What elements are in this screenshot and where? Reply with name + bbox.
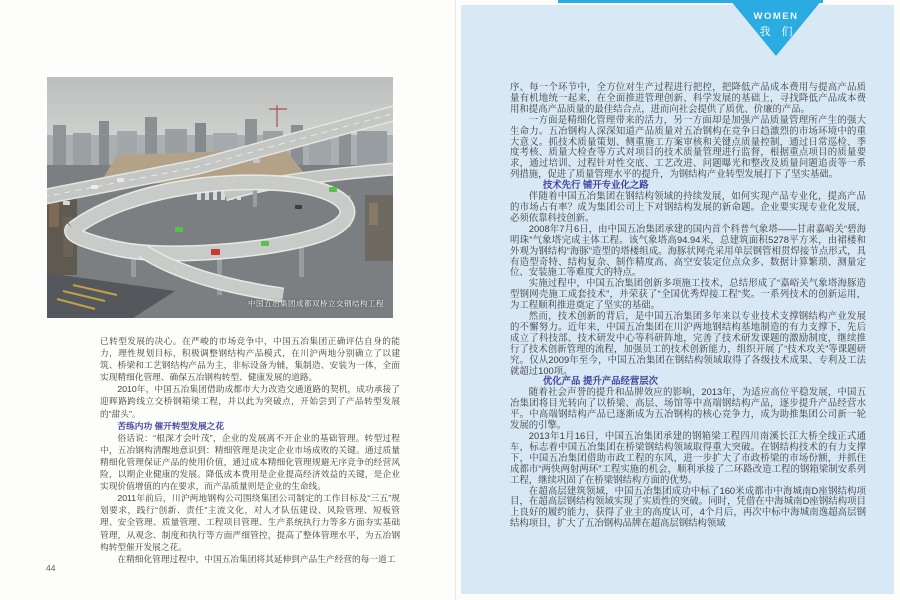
right-body-text xyxy=(510,82,866,529)
body-paragraph-5: 在精细化管理过程中，中国五冶集团将其延伸到产品生产经营的每一道工 xyxy=(117,553,396,564)
interchange-photo xyxy=(47,77,393,318)
bookmark-label-zh: 我 们 xyxy=(759,26,797,38)
body-paragraph-1: 2010年，中国五冶集团借助成都市大力改造交通道路的契机，成功承接了迎晖路跨线立交桥钢箱梁工程，并以此为突破点，开始尝到了产品转型发展的“甜头”。 xyxy=(100,384,400,419)
body-paragraph-8: 随着社会声誉的提升和品牌效应的影响，2013年，为适应高位平稳发展，中国五冶集团将目光转向了以桥梁、高层、场馆等中高端钢结构产品，逐步提升产品经营水平。中高端钢结构产品已逐渐成为五冶钢构的核心竞争力，成为助推集团公司新一轮发展的引擎。 xyxy=(510,386,866,431)
body-paragraph-4: 2008年7月6日，由中国五冶集团承建的国内首个科普气象塔——甘肃嘉峪关“碧海明珠”气象塔完成主体工程。该气象塔高94.94米，总建筑面积5278平方米，由裙楼和外观为钢结构“海豚”造型的塔楼组成。海豚状网壳采用单层钢管相贯焊接节点形式，具有造型奇特、结构复杂、制作精度高、高空安装定位点众多、数据计算繁琐、测量定位、安装施工等难度大的特点。 xyxy=(510,222,866,278)
body-paragraph-0: 已转型发展的决心。在严峻的市场竞争中，中国五冶集团正确评估自身的能力，理性规划目标，积极调整钢结构产品模式，在川沪两地分别确立了以建筑、桥梁和工艺钢结构产品为主，非标设备为辅，集制造、安装为一体，全面实现精细化管理、确保五冶钢构转型、健康发展的道路。 xyxy=(100,336,400,383)
interchange-photo-art xyxy=(47,77,393,318)
body-paragraph-9: 2013年1月16日，中国五冶集团承建的钢箱梁工程四川南溪长江大桥全线正式通车，标志着中国五冶集团在桥梁钢结构领域取得重大突破。在钢结构技术的有力支撑下，中国五冶集团借助市政工程的东风，进一步扩大了市政桥梁的市场份额，并抓住成都市“两快两射两环”工程实施的机会，顺利承接了二环路改造工程的钢箱梁制安系列工程，继续巩固了在桥梁钢结构方面的优势。 xyxy=(510,430,866,485)
body-paragraph-3: 俗话说：“根深才会叶茂”，企业的发展离不开企业的基础管理。转型过程中，五冶钢构清醒地意识到：精细管理是决定企业市场成败的关键。通过质量精细化管理保证产品的使用价值，通过成本精细化管理规避无序竞争的经营风险，以期企业健康的发展。降低成本费用是企业提高经济效益的关键，是企业实现价值增值的内在要求，而产品质量则是企业的生命线。 xyxy=(100,432,400,492)
corner-bookmark-labels xyxy=(730,0,822,39)
body-paragraph-3: 伴随着中国五冶集团在钢结构领域的持续发展，如何实现产品专业化，提高产品的市场占有率？成为集团公司上下对钢结构发展的新命题。企业要实现专业化发展，必须依靠科技创新。 xyxy=(510,190,866,223)
body-paragraph-6: 然而，技术创新的背后，是中国五冶集团多年来以专业技术支撑钢结构产业发展的不懈努力。近年来，中国五冶集团在川沪两地钢结构基地制造的有力支撑下，先后成立了科技部、技术研发中心等科研阵地，完善了技术研发课题的激励制度，继续推行了技术创新管理的流程，加强员工的技术创新能力，组织开展了“技术攻关”等课题研究。仅从2009年至今，中国五冶集团在钢结构领域取得了各级技术成果、专利及工法就超过100项。 xyxy=(510,310,866,376)
body-paragraph-1: 一方面是精细化管理带来的活力，另一方面却是加强产品质量管理所产生的强大生命力。五冶钢构人深深知道产品质量对五冶钢构在竞争日趋激烈的市场环境中的重大意义。抓技术质量策划、侧重施工方案审核和关键点质量控制，通过日常巡检、季度考核、质量大检查等方式对项目的技术质量管理进行监督，根据重点项目的质量要求，通过培训、过程针对性交底、工艺改进、问题曝光和整改及质量问题追责等一系列措施，促进了质量管理水平的提升，为钢结构产业转型发展打下了坚实基础。 xyxy=(510,113,866,180)
section-heading-7: 优化产品 提升产品经营层次 xyxy=(542,375,658,387)
body-paragraph-5: 实施过程中，中国五冶集团创新多项施工技术，总结形成了“嘉峪关气象塔海豚造型钢网壳施工成套技术”，并荣获了“全国优秀焊接工程”奖。一系列技术的创新运用，为工程顺利推进奠定了坚实的基础。 xyxy=(510,277,866,311)
section-heading-2: 苦练内功 催开转型发展之花 xyxy=(117,420,225,431)
photo-caption: 中国五冶集团成都双桥立交钢结构工程 xyxy=(248,299,384,308)
body-paragraph-0: 序、每一个环节中，全方位对生产过程进行把控，把降低产品成本费用与提高产品质量有机地统一起来，在全面推进管理创新、科学发展的基础上，寻找降低产品成本费用和提高产品质量的最佳结合点，进而向社会提供了质优、价廉的产品。 xyxy=(510,81,866,114)
bookmark-label-en: WOMEN xyxy=(753,11,799,22)
left-body-text xyxy=(100,335,400,565)
page-gutter-divider xyxy=(455,0,456,600)
body-paragraph-10: 在超高层建筑领域，中国五冶集团成功中标了160米成都市中海城南D座钢结构项目，在超高层钢结构领域实现了实质性的突破。同时，凭借在中海城南D座钢结构项目上良好的履约能力，获得了业主的高度认可，4个月后，再次中标中海城南逸超高层钢结构项目，扩大了五冶钢构品牌在超高层钢结构领域 xyxy=(510,484,866,529)
body-paragraph-4: 2011年前后，川沪两地钢构公司围绕集团公司制定的工作目标及“三五”规划要求，践行“创新、责任”主流文化，对人才队伍建设、风险管理、短板管理、安全管理、质量管理、工程项目管理、生产系统执行力等多方面夯实基础管理，从观念、制度和执行等方面严细管控，提高了整体管理水平，为五冶钢构转型催开发展之花。 xyxy=(100,493,400,552)
page-number: 44 xyxy=(46,563,56,573)
section-heading-2: 技术先行 铺开专业化之路 xyxy=(542,179,649,191)
